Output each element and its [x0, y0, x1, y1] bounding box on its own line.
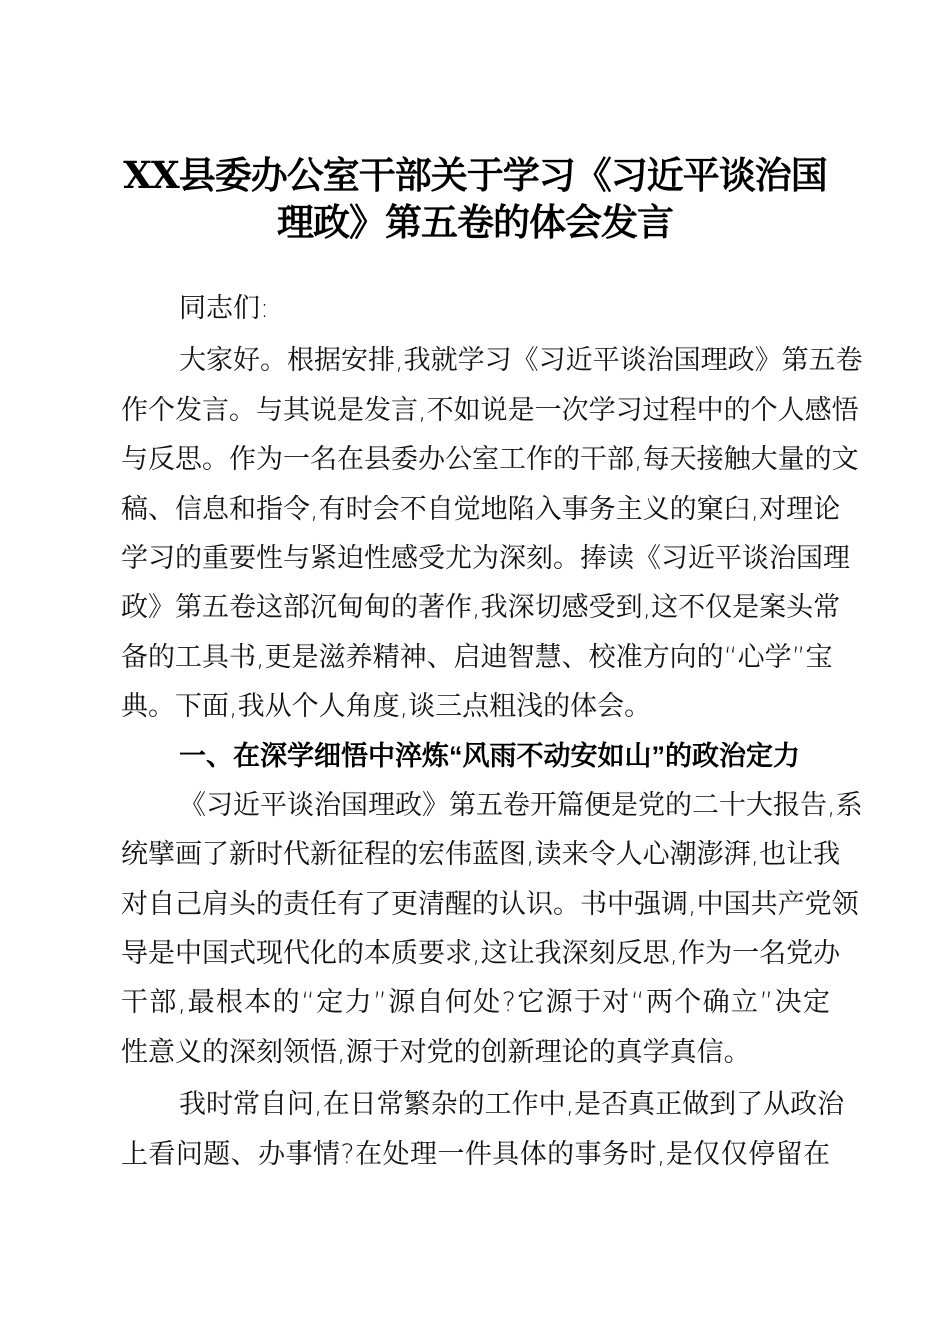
paragraph-3 — [121, 1080, 845, 1179]
paragraph-line: 上看问题、办事情?在处理一件具体的事务时,是仅仅停留在 — [121, 1138, 830, 1170]
salutation: 同志们: — [179, 293, 270, 324]
paragraph-line: 导是中国式现代化的本质要求,这让我深刻反思,作为一名党办 — [121, 938, 841, 970]
paragraph-line: 备的工具书,更是滋养精神、启迪智慧、校准方向的“心学”宝 — [121, 641, 833, 673]
paragraph-line: 我时常自问,在日常繁杂的工作中,是否真正做到了从政治 — [179, 1089, 845, 1121]
document-title — [100, 152, 850, 246]
title-line-1: XX县委办公室干部关于学习《习近平谈治国 — [123, 153, 827, 197]
section-heading-1: 一、在深学细悟中淬炼“风雨不动安如山”的政治定力 — [179, 740, 800, 771]
paragraph-line: 干部,最根本的“定力”源自何处?它源于对“两个确立”决定 — [121, 987, 830, 1019]
paragraph-line: 性意义的深刻领悟,源于对党的创新理论的真学真信。 — [121, 1036, 751, 1068]
paragraph-line: 稿、信息和指令,有时会不自觉地陷入事务主义的窠臼,对理论 — [121, 493, 841, 525]
paragraph-line: 与反思。作为一名在县委办公室工作的干部,每天接触大量的文 — [121, 444, 859, 476]
paragraph-line: 典。下面,我从个人角度,谈三点粗浅的体会。 — [121, 691, 652, 723]
paragraph-line: 统擘画了新时代新征程的宏伟蓝图,读来令人心潮澎湃,也让我 — [121, 839, 841, 871]
paragraph-line: 学习的重要性与紧迫性感受尤为深刻。捧读《习近平谈治国理 — [121, 542, 850, 574]
paragraph-line: 政》第五卷这部沉甸甸的著作,我深切感受到,这不仅是案头常 — [121, 592, 841, 624]
paragraph-2 — [121, 781, 863, 1077]
paragraph-1 — [121, 336, 863, 731]
title-line-2: 理政》第五卷的体会发言 — [277, 200, 673, 244]
paragraph-line: 大家好。根据安排,我就学习《习近平谈治国理政》第五卷 — [179, 345, 863, 377]
paragraph-line: 《习近平谈治国理政》第五卷开篇便是党的二十大报告,系 — [179, 789, 863, 821]
paragraph-line: 对自己肩头的责任有了更清醒的认识。书中强调,中国共产党领 — [121, 888, 859, 920]
document-body — [121, 284, 863, 1179]
paragraph-line: 作个发言。与其说是发言,不如说是一次学习过程中的个人感悟 — [121, 394, 859, 426]
